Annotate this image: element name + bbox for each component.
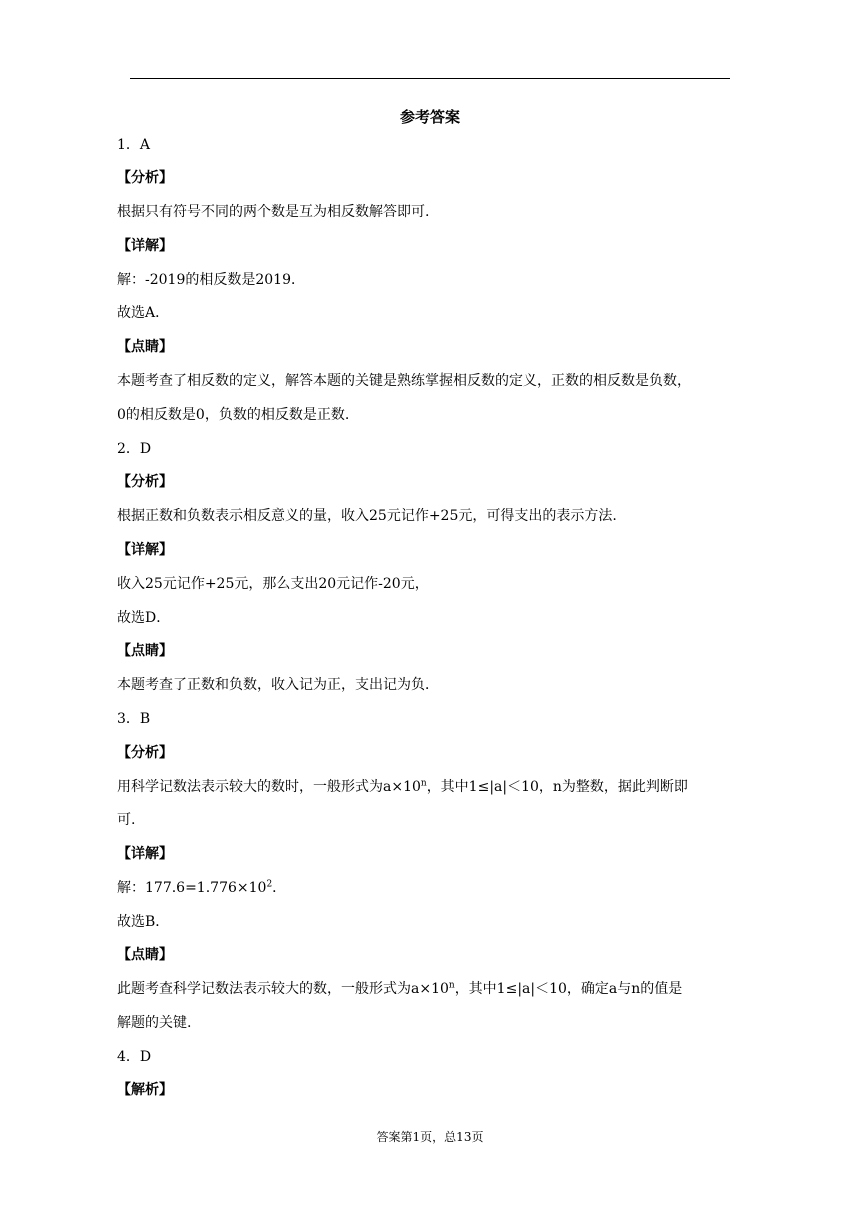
q3-detail-text-b: ． [272,880,287,896]
q4-answer: 4．D [117,1049,152,1065]
q1-comment-tag: 【点睛】 [117,339,173,355]
q1-detail-tag: 【详解】 [117,238,173,254]
q3-analysis-tag: 【分析】 [117,745,173,761]
q2-answer: 2．D [117,441,152,457]
q3-choice: 故选B． [117,914,170,930]
q2-comment-tag: 【点睛】 [117,643,173,659]
q1-comment-line1: 本题考查了相反数的定义，解答本题的关键是熟练掌握相反数的定义，正数的相反数是负数， [117,373,691,389]
page-title: 参考答案 [399,108,460,126]
q3-detail [117,879,286,897]
q2-comment: 本题考查了正数和负数，收入记为正，支出记为负． [117,677,439,693]
q2-choice: 故选D． [117,610,171,626]
q2-analysis-tag: 【分析】 [117,474,173,490]
q3-analysis-text-b: ，其中1≤|a|＜10，n为整数，据此判断即 [426,779,688,795]
q3-answer: 3．B [117,711,151,727]
q3-comment-text-a: 此题考查科学记数法表示较大的数，一般形式为a×10 [117,981,449,997]
q1-comment-line2: 0的相反数是0，负数的相反数是正数. [117,407,350,423]
q4-analysis-tag: 【解析】 [117,1082,173,1098]
q1-choice: 故选A． [117,305,170,321]
q2-detail: 收入25元记作+25元，那么支出20元记作-20元， [117,576,429,592]
q1-analysis-tag: 【分析】 [117,170,173,186]
q3-detail-exponent: 2 [266,879,273,890]
q3-comment-exponent: n [448,980,455,991]
q3-analysis-line2: 可. [117,812,136,828]
q1-analysis: 根据只有符号不同的两个数是互为相反数解答即可. [117,204,430,220]
header-rule [130,78,730,79]
q3-comment-line2: 解题的关键. [117,1015,192,1031]
q3-comment-line1 [117,980,682,998]
q3-comment-text-b: ，其中1≤|a|＜10，确定a与n的值是 [454,981,683,997]
q1-detail: 解：-2019的相反数是2019． [117,272,305,288]
q3-analysis-line1 [117,778,688,796]
q3-comment-tag: 【点睛】 [117,947,173,963]
page-footer: 答案第1页，总13页 [376,1130,484,1144]
q1-answer: 1．A [117,137,151,153]
q3-detail-text-a: 解：177.6=1.776×10 [117,880,267,896]
q2-detail-tag: 【详解】 [117,542,173,558]
q3-analysis-text-a: 用科学记数法表示较大的数时，一般形式为a×10 [117,779,421,795]
q3-analysis-exponent: n [420,778,427,789]
q3-detail-tag: 【详解】 [117,846,173,862]
q2-analysis: 根据正数和负数表示相反意义的量，收入25元记作+25元，可得支出的表示方法. [117,508,617,524]
